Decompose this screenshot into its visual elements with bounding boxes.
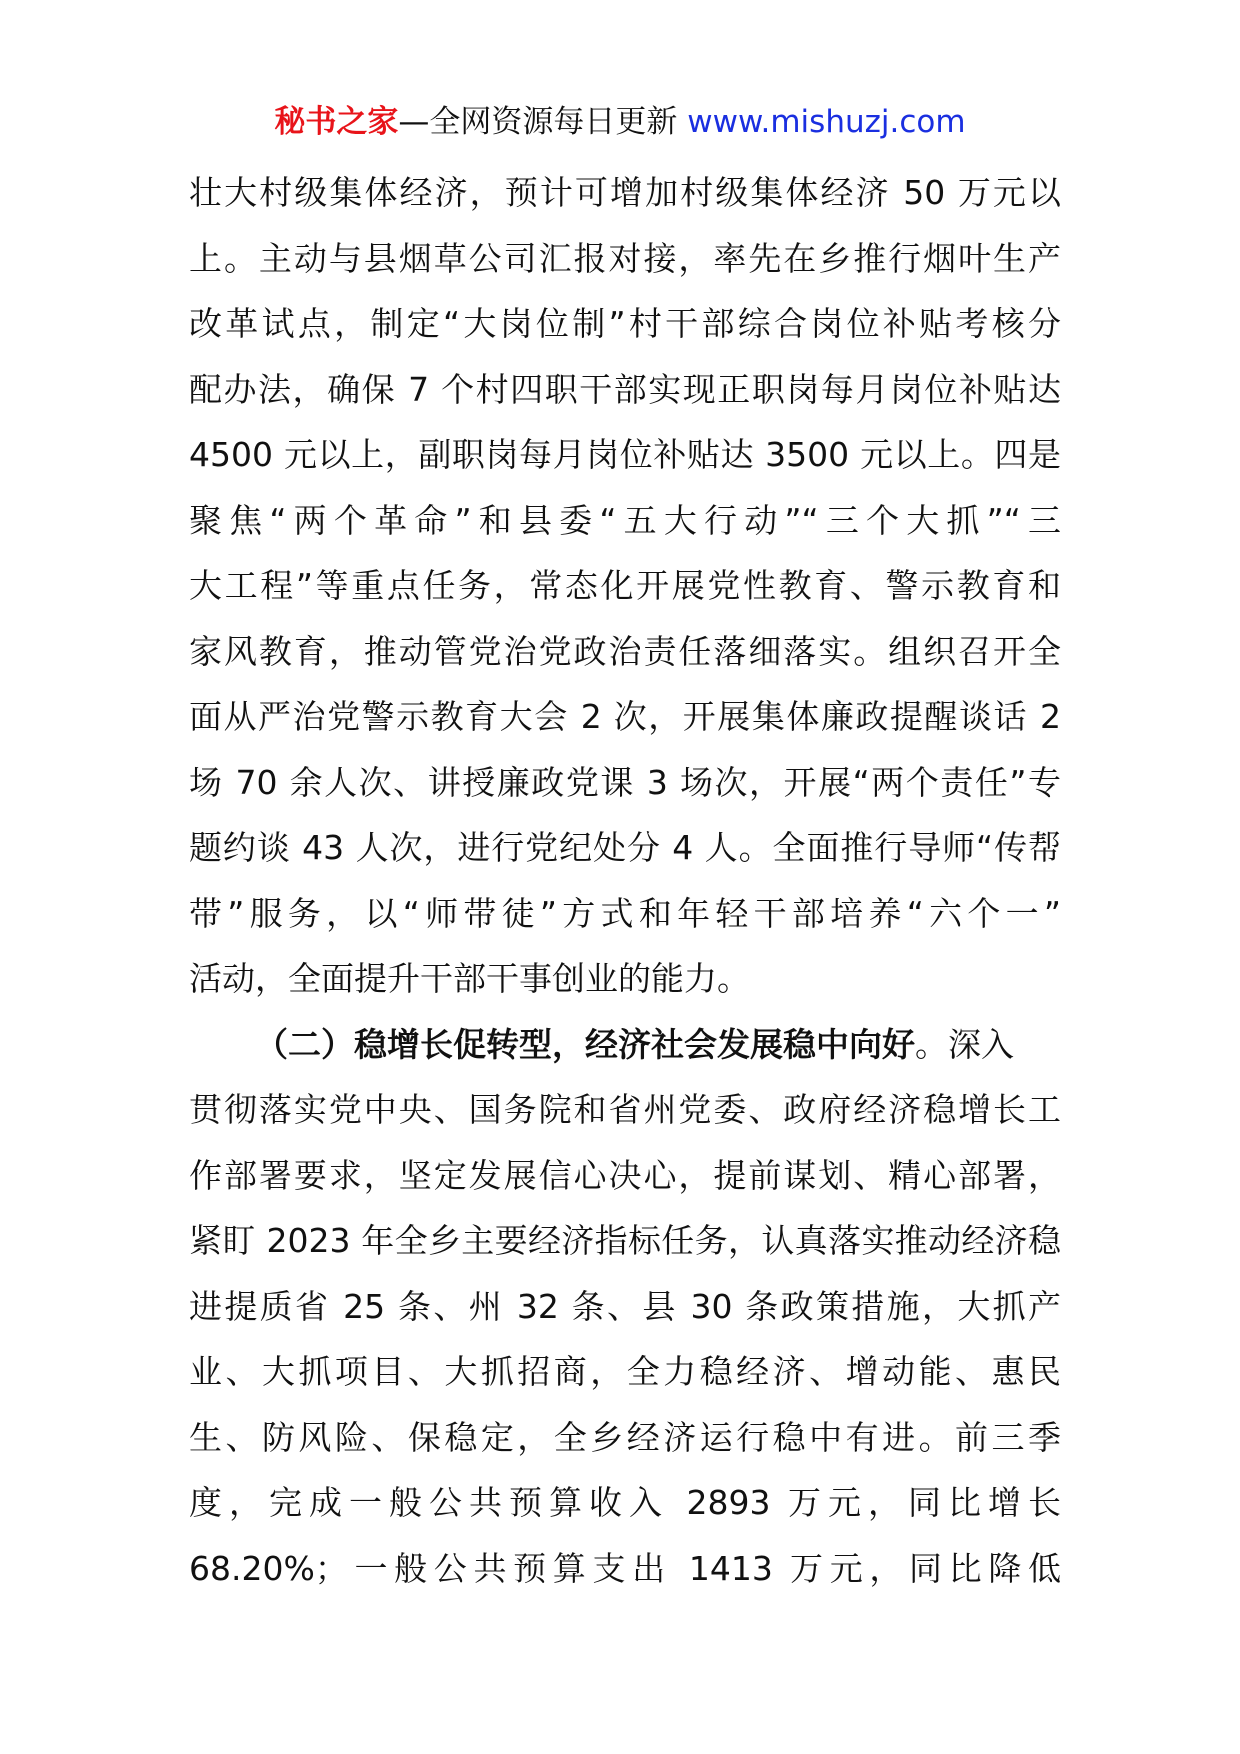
- section-heading-line: [189, 1012, 1061, 1078]
- site-name: 秘书之家: [274, 104, 399, 140]
- text-line: 家风教育，推动管党治党政治责任落细落实。组织召开全: [189, 631, 1061, 671]
- text-line: 作部署要求，坚定发展信心决心，提前谋划、精心部署，: [189, 1155, 1061, 1195]
- text-line: 紧盯 2023 年全乡主要经济指标任务，认真落实推动经济稳: [189, 1221, 1061, 1260]
- text-line: 聚焦“两个革命”和县委“五大行动”“三个大抓”“三: [189, 500, 1061, 540]
- text-line: 配办法，确保 7 个村四职干部实现正职岗每月岗位补贴达: [189, 369, 1061, 409]
- section-heading: （二）稳增长促转型，经济社会发展稳中向好: [255, 1024, 915, 1064]
- text-line: 改革试点，制定“大岗位制”村干部综合岗位补贴考核分: [189, 304, 1061, 343]
- text-line: 壮大村级集体经济，预计可增加村级集体经济 50 万元以: [189, 173, 1061, 212]
- section-heading-tail: 。深入: [915, 1024, 1014, 1064]
- text-line: 活动，全面提升干部干事创业的能力。: [189, 959, 750, 998]
- text-line: 题约谈 43 人次，进行党纪处分 4 人。全面推行导师“传帮: [189, 828, 1061, 867]
- text-line: 上。主动与县烟草公司汇报对接，率先在乡推行烟叶生产: [189, 238, 1061, 278]
- site-url-link[interactable]: www.mishuzj.com: [687, 104, 966, 140]
- text-line: 4500 元以上，副职岗每月岗位补贴达 3500 元以上。四是: [189, 435, 1061, 474]
- text-line: 场 70 余人次、讲授廉政党课 3 场次，开展“两个责任”专: [189, 762, 1061, 802]
- text-line: 进提质省 25 条、州 32 条、县 30 条政策措施，大抓产: [189, 1286, 1061, 1326]
- text-line: 度，完成一般公共预算收入 2893 万元，同比增长: [189, 1483, 1061, 1522]
- header-tagline: —全网资源每日更新: [398, 104, 688, 140]
- text-line: 带”服务，以“师带徒”方式和年轻干部培养“六个一”: [189, 893, 1061, 933]
- page-header: [0, 100, 1240, 144]
- text-line: 大工程”等重点任务，常态化开展党性教育、警示教育和: [189, 566, 1061, 605]
- text-line: 68.20%；一般公共预算支出 1413 万元，同比降低: [189, 1548, 1061, 1588]
- text-line: 贯彻落实党中央、国务院和省州党委、政府经济稳增长工: [189, 1090, 1061, 1129]
- document-body: [189, 160, 1061, 1601]
- text-line: 生、防风险、保稳定，全乡经济运行稳中有进。前三季: [189, 1417, 1061, 1457]
- text-line: 业、大抓项目、大抓招商，全力稳经济、增动能、惠民: [189, 1352, 1061, 1391]
- text-line: 面从严治党警示教育大会 2 次，开展集体廉政提醒谈话 2: [189, 697, 1061, 736]
